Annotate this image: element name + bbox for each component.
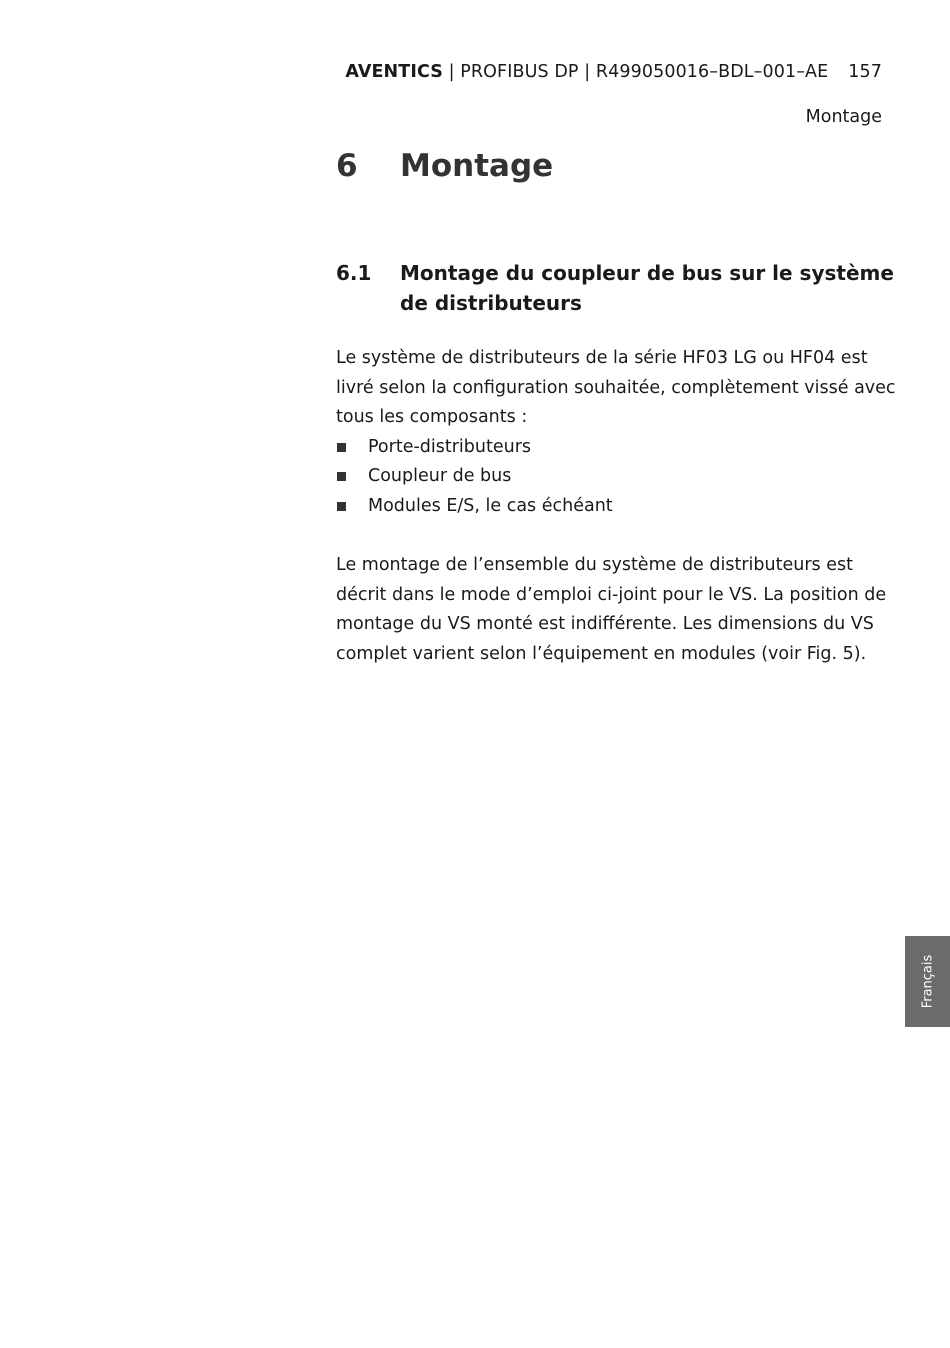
- square-bullet-icon: [337, 502, 346, 511]
- page-number: 157: [848, 62, 882, 82]
- chapter-heading: [336, 148, 553, 184]
- list-item: Porte-distributeurs: [336, 433, 896, 463]
- list-item: Modules E/S, le cas échéant: [336, 492, 896, 522]
- document-reference: | PROFIBUS DP | R499050016–BDL–001–AE: [442, 62, 829, 82]
- language-tab: [905, 936, 950, 1027]
- chapter-title: Montage: [400, 148, 554, 184]
- language-tab-label: Français: [920, 954, 935, 1009]
- subsection-number: 6.1: [336, 261, 372, 285]
- intro-paragraph: Le système de distributeurs de la série HF03 LG ou HF04 est livré selon la configuration souhaitée, complètement vissé avec tous les composants :: [336, 348, 896, 428]
- subsection-title: Montage du coupleur de bus sur le système de distributeurs: [400, 261, 894, 315]
- running-section-label: Montage: [805, 107, 882, 127]
- list-item: Coupleur de bus: [336, 462, 896, 492]
- chapter-number: 6: [336, 148, 358, 184]
- component-list: [336, 433, 896, 522]
- brand-name: AVENTICS: [345, 62, 443, 82]
- running-header: [345, 62, 882, 82]
- square-bullet-icon: [337, 443, 346, 452]
- subsection-heading: [336, 258, 896, 318]
- square-bullet-icon: [337, 472, 346, 481]
- mounting-paragraph: Le montage de l’ensemble du système de distributeurs est décrit dans le mode d’emploi ci-joint pour le VS. La position de montage du VS monté est indifférente. Les dimensions du VS complet varient selon l’équipement en modules (voir Fig. 5).: [336, 555, 887, 664]
- intro-block: [336, 344, 896, 522]
